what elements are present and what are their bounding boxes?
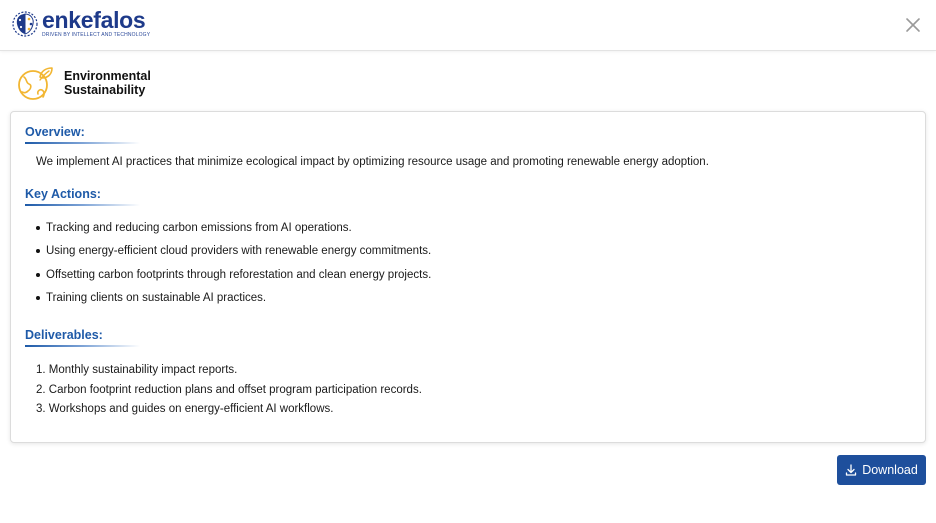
download-icon <box>845 464 857 476</box>
brand-logo <box>11 9 150 38</box>
earth-leaf-icon <box>16 64 54 102</box>
overview-heading: Overview: <box>25 125 85 139</box>
list-item: 3. Workshops and guides on energy-efficient AI workflows. <box>36 403 334 415</box>
key-actions-list <box>36 222 431 315</box>
modal-title-row <box>16 64 174 102</box>
modal-title: Environmental Sustainability <box>64 69 151 97</box>
list-item: Tracking and reducing carbon emissions from AI operations. <box>36 222 431 245</box>
download-label: Download <box>862 463 918 477</box>
list-item: 2. Carbon footprint reduction plans and offset program participation records. <box>36 383 422 396</box>
overview-underline <box>25 142 140 144</box>
list-item: Using energy-efficient cloud providers with renewable energy commitments. <box>36 245 431 268</box>
overview-text: We implement AI practices that minimize ecological impact by optimizing resource usage and promoting renewable energy adoption. <box>36 156 709 168</box>
content-card <box>10 111 926 443</box>
list-item: Offsetting carbon footprints through reforestation and clean energy projects. <box>36 269 431 292</box>
brain-logo-icon <box>11 10 39 38</box>
deliverables-underline <box>25 345 140 347</box>
key-actions-heading: Key Actions: <box>25 187 101 201</box>
brand-tagline: DRIVEN BY INTELLECT AND TECHNOLOGY <box>42 32 151 38</box>
list-item: Training clients on sustainable AI practices. <box>36 292 431 315</box>
modal-header <box>0 0 936 51</box>
close-icon[interactable] <box>903 15 923 35</box>
key-actions-underline <box>25 204 140 206</box>
list-item: 1. Monthly sustainability impact reports. <box>36 364 238 376</box>
download-button[interactable] <box>837 455 926 485</box>
deliverables-heading: Deliverables: <box>25 328 103 342</box>
brand-name: enkefalos <box>42 7 146 33</box>
deliverables-list <box>36 364 422 423</box>
